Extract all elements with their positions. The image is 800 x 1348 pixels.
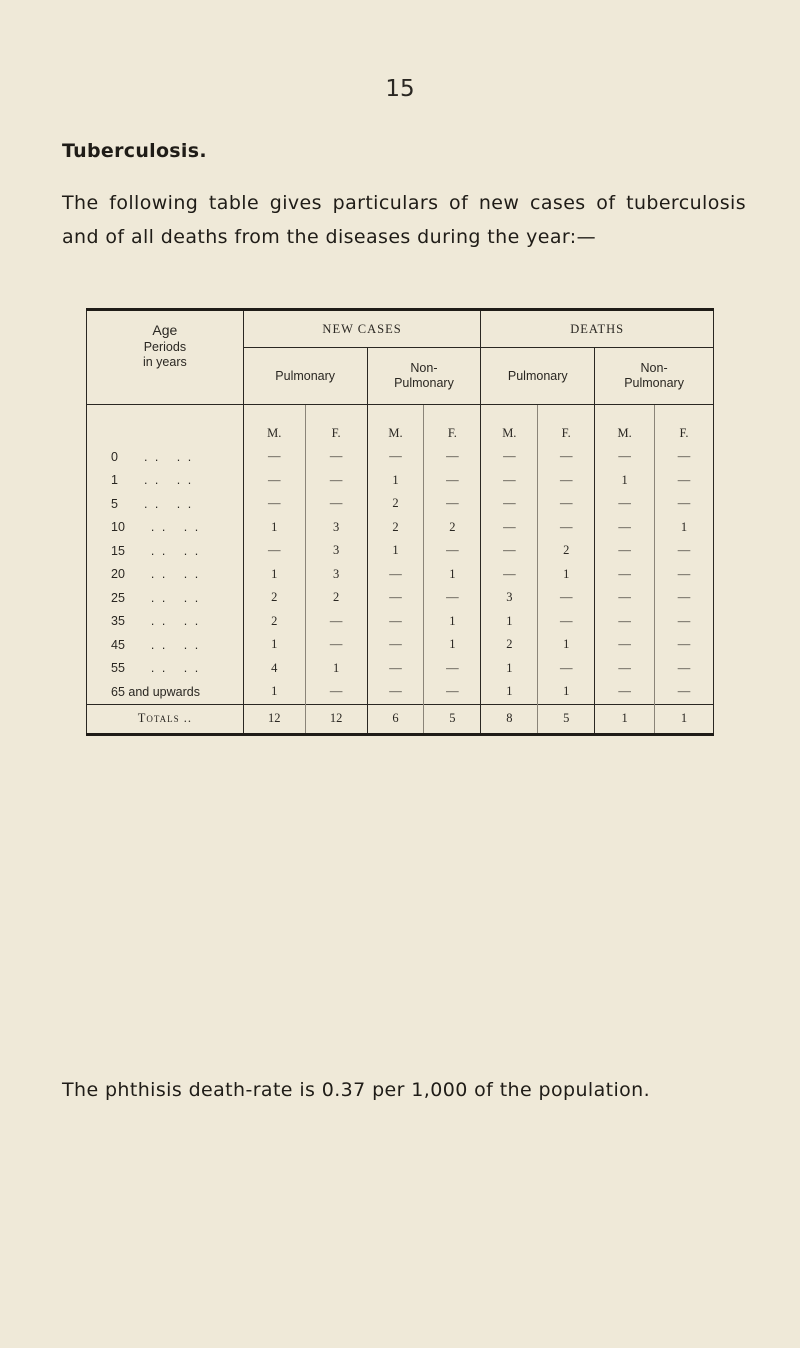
table-cell: 1 <box>481 610 538 634</box>
age-period-cell <box>87 657 244 681</box>
table-cell: — <box>424 492 481 516</box>
table-cell: 1 <box>481 657 538 681</box>
age-period-label: 25 <box>111 590 125 605</box>
age-header-line: Periods <box>143 340 187 354</box>
table-cell: 1 <box>595 469 655 493</box>
table-cell: 4 <box>271 660 278 675</box>
totals-label: Totals .. <box>87 704 244 734</box>
table-cell: — <box>367 610 424 634</box>
table-cell: 1 <box>424 563 481 587</box>
table-cell: 1 <box>481 680 538 704</box>
age-period-label: 1 <box>111 473 118 488</box>
sex-header: M. <box>595 405 655 446</box>
table-cell: — <box>595 657 655 681</box>
table-cell: 2 <box>305 586 367 610</box>
table-cell: 1 <box>305 657 367 681</box>
table-cell: — <box>424 469 481 493</box>
table-cell: — <box>267 496 281 511</box>
totals-row <box>87 704 714 734</box>
table-row <box>87 516 714 540</box>
table-cell: — <box>595 516 655 540</box>
table-cell: 2 <box>271 590 278 605</box>
table-cell: — <box>595 539 655 563</box>
table-row <box>87 633 714 657</box>
deaths-non-pulmonary-header: Non- Pulmonary <box>595 348 714 405</box>
age-period-cell <box>87 586 244 610</box>
age-period-cell <box>87 516 244 540</box>
table-cell: — <box>655 657 714 681</box>
table-cell: 1 <box>271 566 278 581</box>
table-cell: — <box>538 516 595 540</box>
sex-header: M. <box>267 426 282 440</box>
intro-paragraph: The following table gives particulars of new cases of tuberculosis and of all deaths from the diseases during the year:— <box>62 192 746 248</box>
table-cell: — <box>367 657 424 681</box>
age-period-cell <box>87 445 244 469</box>
age-period-label: 35 <box>111 614 125 629</box>
age-period-cell <box>87 492 244 516</box>
table-cell: — <box>267 543 281 558</box>
table-cell: 1 <box>538 563 595 587</box>
table-cell: — <box>655 563 714 587</box>
table-cell: 1 <box>538 680 595 704</box>
leader-dots: . . . . <box>143 496 194 511</box>
table-cell: — <box>305 469 367 493</box>
totals-cell: 5 <box>538 704 595 734</box>
age-period-cell <box>87 469 244 493</box>
table-row <box>87 469 714 493</box>
table-cell: 3 <box>481 586 538 610</box>
table-body <box>87 405 714 735</box>
table-cell: — <box>424 657 481 681</box>
new-pulmonary-header: Pulmonary <box>243 348 367 405</box>
table-cell: — <box>367 445 424 469</box>
table-cell: 2 <box>271 613 278 628</box>
table-cell: — <box>481 469 538 493</box>
table-cell: — <box>655 445 714 469</box>
table-cell: — <box>267 449 281 464</box>
table-cell: — <box>655 680 714 704</box>
age-period-label: 55 <box>111 661 125 676</box>
table-cell: — <box>424 539 481 563</box>
table-cell: — <box>481 563 538 587</box>
table-cell: — <box>595 492 655 516</box>
table-cell: — <box>481 539 538 563</box>
totals-cell: 12 <box>305 704 367 734</box>
table-cell: — <box>367 633 424 657</box>
table-cell: 2 <box>481 633 538 657</box>
age-period-cell <box>87 563 244 587</box>
table-cell: — <box>481 492 538 516</box>
table-cell: — <box>367 586 424 610</box>
age-period-cell <box>87 610 244 634</box>
table-cell: 1 <box>538 633 595 657</box>
table-cell: — <box>305 680 367 704</box>
table-row <box>87 657 714 681</box>
table-cell: — <box>595 563 655 587</box>
sex-header: M. <box>367 405 424 446</box>
totals-cell: 8 <box>481 704 538 734</box>
table-cell: 1 <box>424 610 481 634</box>
table-cell: 1 <box>367 469 424 493</box>
table-cell: — <box>305 492 367 516</box>
totals-cell: 12 <box>243 704 305 734</box>
table-cell: — <box>655 539 714 563</box>
sex-header: F. <box>424 405 481 446</box>
sex-header: M. <box>481 405 538 446</box>
table-cell: 2 <box>367 492 424 516</box>
table-cell: — <box>538 610 595 634</box>
table-cell: — <box>424 680 481 704</box>
deaths-pulmonary-header: Pulmonary <box>481 348 595 405</box>
table-cell: — <box>595 586 655 610</box>
table-cell: — <box>538 492 595 516</box>
leader-dots: . . . . <box>150 661 201 676</box>
table-cell: 3 <box>305 563 367 587</box>
table-cell: 3 <box>305 539 367 563</box>
age-header <box>87 310 244 405</box>
table-row <box>87 563 714 587</box>
totals-cell: 5 <box>424 704 481 734</box>
table-cell: — <box>595 445 655 469</box>
sex-header: F. <box>655 405 714 446</box>
age-period-label: 20 <box>111 567 125 582</box>
table-row <box>87 610 714 634</box>
death-rate-note: The phthisis death-rate is 0.37 per 1,000 of the population. <box>62 1079 651 1101</box>
age-period-label: 45 <box>111 637 125 652</box>
sex-header: F. <box>305 405 367 446</box>
age-period-label: 10 <box>111 520 125 535</box>
table-row <box>87 445 714 469</box>
table-cell: 1 <box>367 539 424 563</box>
age-period-label: 5 <box>111 496 118 511</box>
deaths-header: DEATHS <box>481 310 714 348</box>
table-cell: — <box>305 633 367 657</box>
age-period-cell <box>87 633 244 657</box>
age-period-label: 65 and upwards <box>111 684 200 699</box>
tuberculosis-table <box>86 308 714 736</box>
age-period-label: 0 <box>111 449 118 464</box>
leader-dots: . . . . <box>150 590 201 605</box>
table-cell: 2 <box>424 516 481 540</box>
age-period-cell <box>87 539 244 563</box>
table-cell: — <box>305 610 367 634</box>
totals-cell: 1 <box>595 704 655 734</box>
leader-dots: . . . . <box>150 567 201 582</box>
leader-dots: . . . . <box>150 520 201 535</box>
section-heading: Tuberculosis. <box>62 140 207 162</box>
sex-header-spacer <box>87 405 244 446</box>
table-cell: — <box>655 610 714 634</box>
table-cell: — <box>655 492 714 516</box>
table-cell: — <box>481 445 538 469</box>
table-row <box>87 586 714 610</box>
table-cell: — <box>481 516 538 540</box>
table-cell: — <box>595 610 655 634</box>
table-cell: 1 <box>271 684 278 699</box>
age-period-cell <box>87 680 244 704</box>
table-cell: 1 <box>271 637 278 652</box>
table-cell: — <box>367 680 424 704</box>
table-cell: 1 <box>271 519 278 534</box>
sex-header: F. <box>538 405 595 446</box>
leader-dots: . . . . <box>143 449 194 464</box>
sex-header-row <box>87 405 714 446</box>
table-cell: — <box>305 445 367 469</box>
leader-dots: . . . . <box>150 543 201 558</box>
table-cell: — <box>367 563 424 587</box>
table-cell: 3 <box>305 516 367 540</box>
age-header-line: Age <box>152 322 178 338</box>
age-period-label: 15 <box>111 543 125 558</box>
totals-cell: 6 <box>367 704 424 734</box>
table-cell: — <box>655 633 714 657</box>
leader-dots: . . . . <box>150 637 201 652</box>
page-number: 15 <box>385 76 415 102</box>
table-cell: — <box>538 445 595 469</box>
table-cell: 1 <box>424 633 481 657</box>
leader-dots: . . . . <box>143 473 194 488</box>
table-cell: — <box>267 472 281 487</box>
totals-cell: 1 <box>655 704 714 734</box>
table-cell: — <box>538 469 595 493</box>
leader-dots: . . . . <box>150 614 201 629</box>
table-cell: 1 <box>655 516 714 540</box>
table-cell: 2 <box>367 516 424 540</box>
new-cases-header: NEW CASES <box>243 310 481 348</box>
table-cell: 2 <box>538 539 595 563</box>
new-non-pulmonary-header: Non- Pulmonary <box>367 348 481 405</box>
table-row <box>87 539 714 563</box>
table-cell: — <box>424 586 481 610</box>
table-cell: — <box>655 469 714 493</box>
table-cell: — <box>538 586 595 610</box>
table-cell: — <box>655 586 714 610</box>
table-cell: — <box>595 633 655 657</box>
table-row <box>87 680 714 704</box>
table-row <box>87 492 714 516</box>
age-header-line: in years <box>142 355 187 369</box>
table-cell: — <box>595 680 655 704</box>
table-cell: — <box>538 657 595 681</box>
table-cell: — <box>424 445 481 469</box>
